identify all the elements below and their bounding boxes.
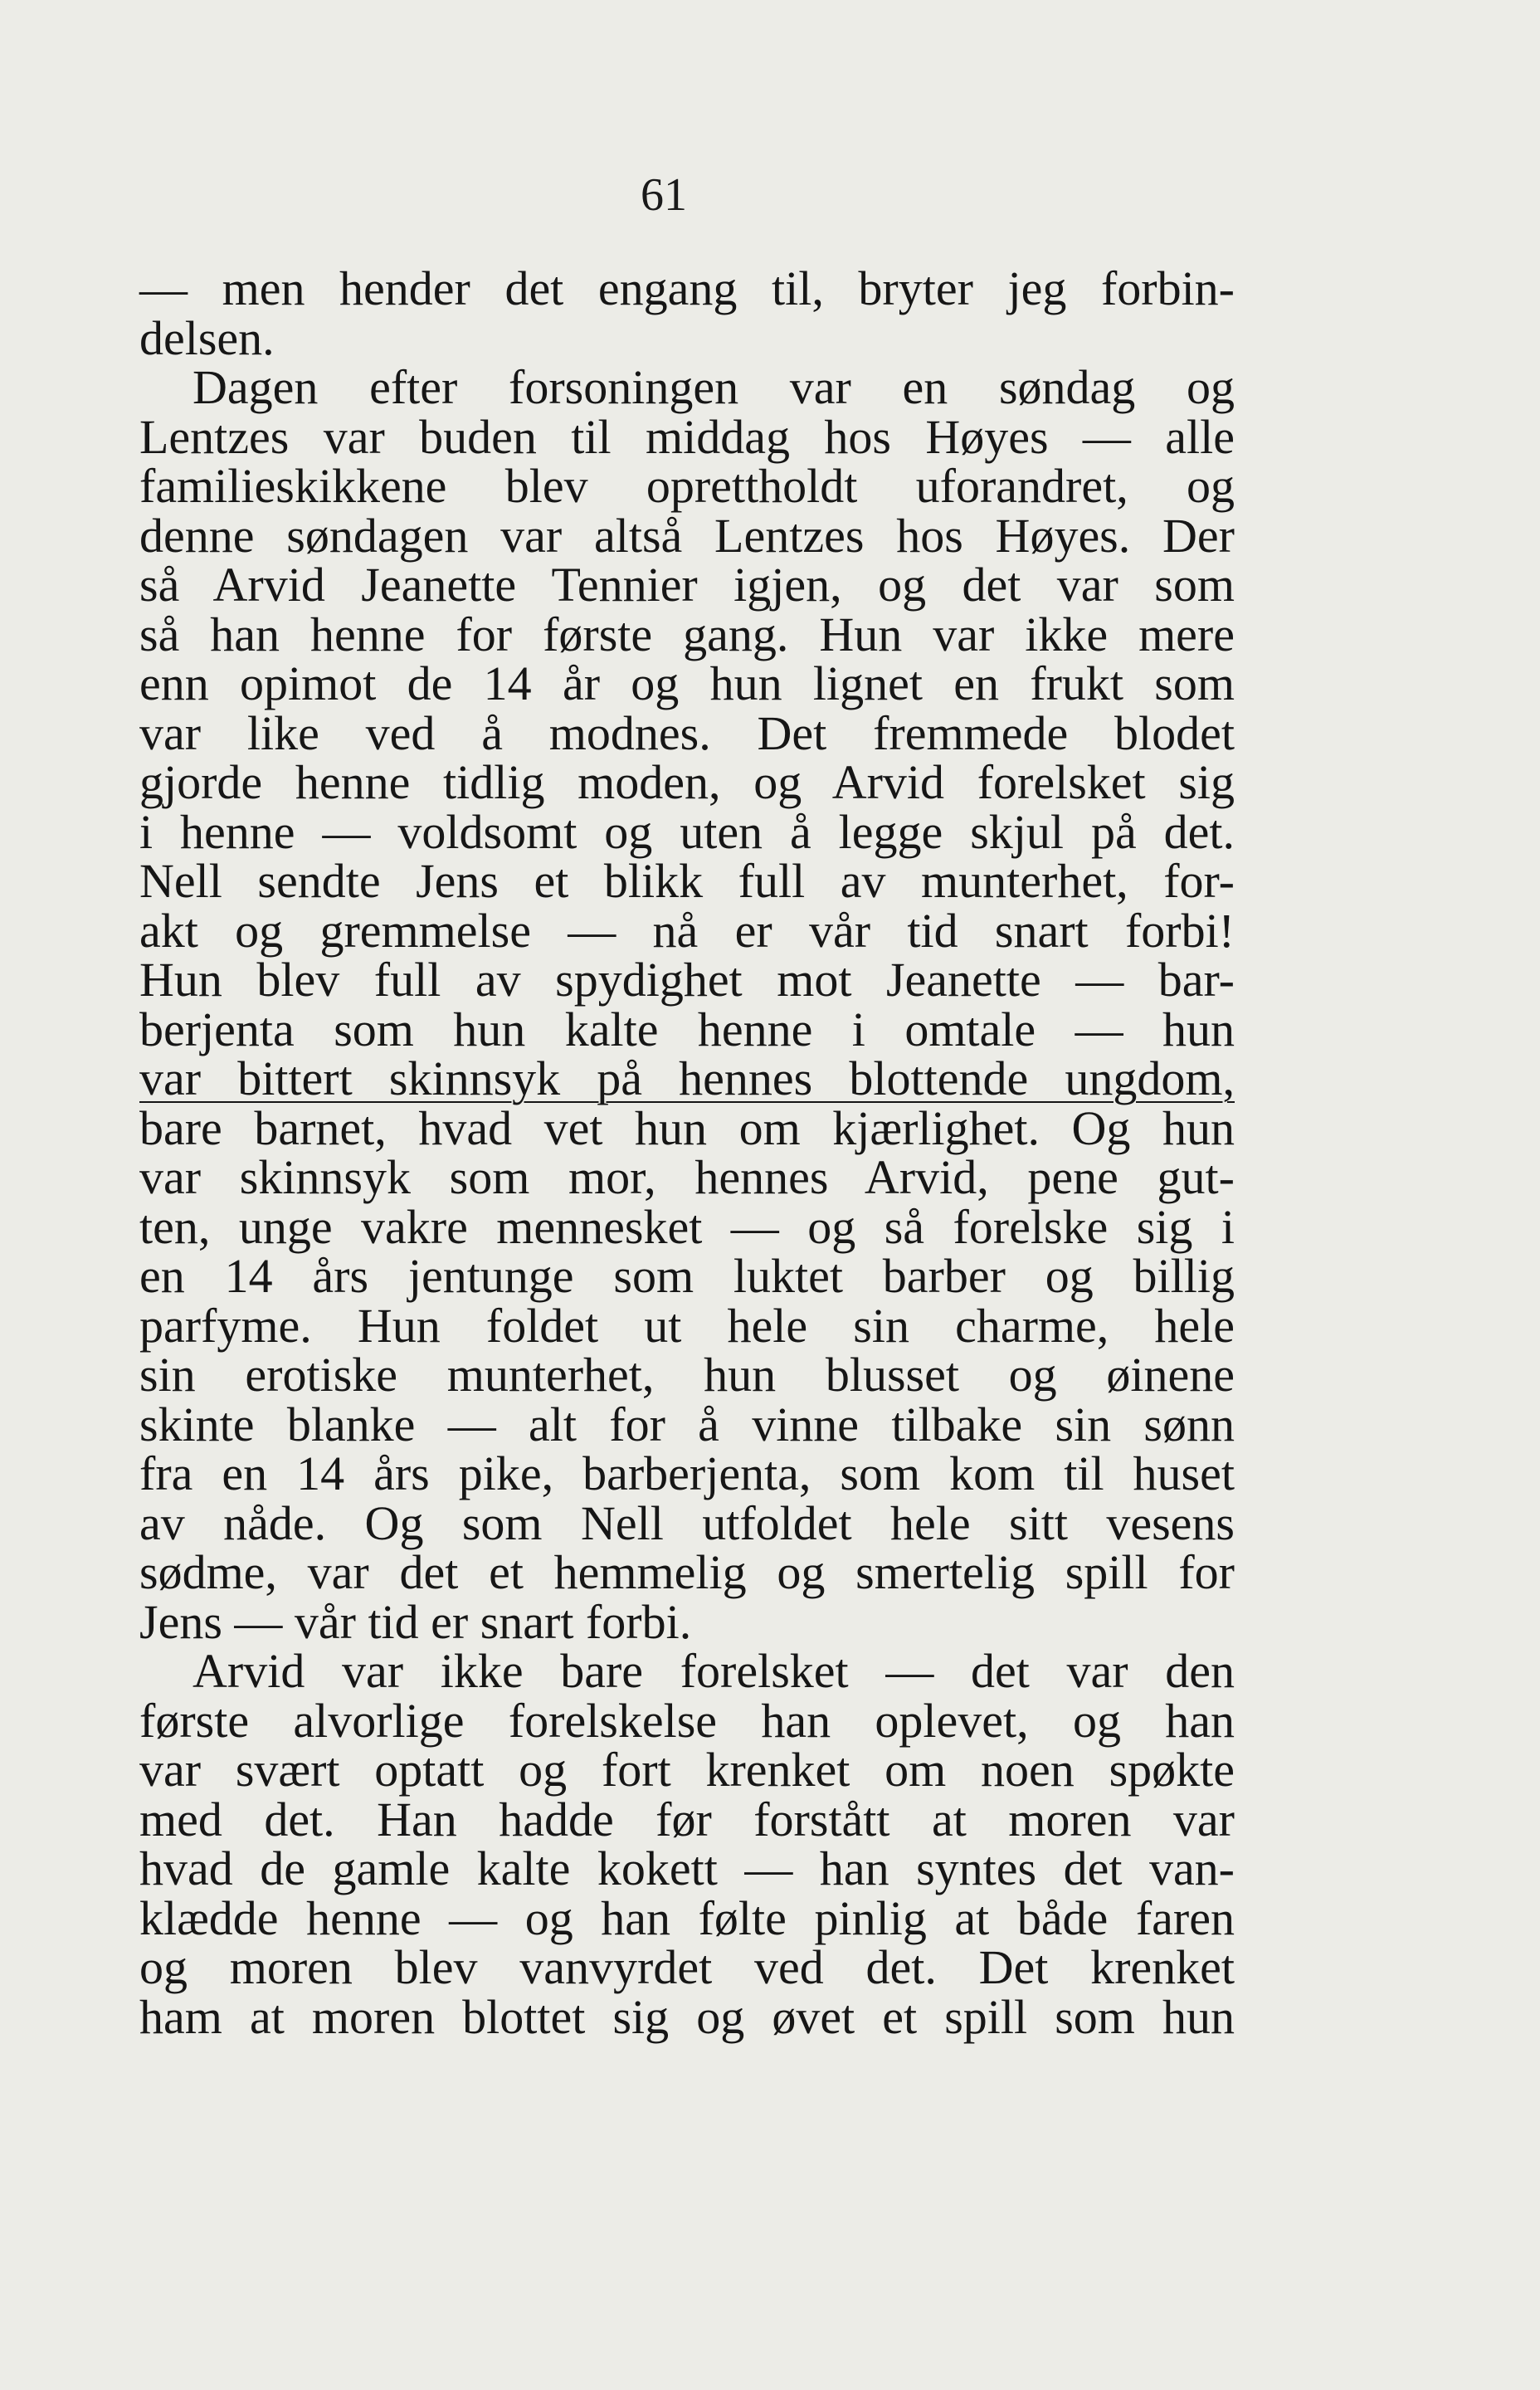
text-line: av nåde. Og som Nell utfoldet hele sitt vesens xyxy=(139,1495,1235,1550)
text-line: med det. Han hadde før forstått at moren var xyxy=(139,1792,1235,1846)
text-line: gjorde henne tidlig moden, og Arvid forelsket sig xyxy=(139,755,1235,809)
text-line: parfyme. Hun foldet ut hele sin charme, hele xyxy=(139,1298,1235,1353)
page-number: 61 xyxy=(641,169,687,221)
text-line: sødme, var det et hemmelig og smertelig spill for xyxy=(139,1545,1235,1599)
text-line: var skinnsyk som mor, hennes Arvid, pene gut- xyxy=(139,1150,1235,1204)
text-line: fra en 14 års pike, barberjenta, som kom til huset xyxy=(139,1446,1235,1500)
text-line: var like ved å modnes. Det fremmede blodet xyxy=(139,705,1235,760)
text-line: denne søndagen var altså Lentzes hos Høyes. Der xyxy=(139,508,1235,563)
body-text xyxy=(139,261,1235,2044)
text-line: Jens — vår tid er snart forbi. xyxy=(139,1594,692,1649)
text-line: Dagen efter forsoningen var en søndag og xyxy=(192,360,1235,414)
text-line: hvad de gamle kalte kokett — han syntes det van- xyxy=(139,1841,1235,1895)
text-line: i henne — voldsomt og uten å legge skjul på det. xyxy=(139,804,1235,859)
text-line: familieskikkene blev oprettholdt uforandret, og xyxy=(139,459,1235,513)
text-line: så Arvid Jeanette Tennier igjen, og det var som xyxy=(139,558,1235,612)
text-line: en 14 års jentunge som luktet barber og billig xyxy=(139,1249,1235,1303)
text-line: klædde henne — og han følte pinlig at både faren xyxy=(139,1890,1235,1945)
text-line: Nell sendte Jens et blikk full av munterhet, for- xyxy=(139,854,1235,908)
text-line: — men hender det engang til, bryter jeg forbin- xyxy=(139,261,1235,315)
text-line: Arvid var ikke bare forelsket — det var den xyxy=(192,1644,1235,1698)
text-line: var svært optatt og fort krenket om noen spøkte xyxy=(139,1743,1235,1797)
text-line: akt og gremmelse — nå er vår tid snart forbi! xyxy=(139,903,1235,958)
text-line: så han henne for første gang. Hun var ikke mere xyxy=(139,607,1235,661)
text-line: og moren blev vanvyrdet ved det. Det krenket xyxy=(139,1940,1235,1994)
text-line: Hun blev full av spydighet mot Jeanette — bar- xyxy=(139,953,1235,1007)
text-line: enn opimot de 14 år og hun lignet en frukt som xyxy=(139,656,1235,710)
text-line: sin erotiske munterhet, hun blusset og øinene xyxy=(139,1348,1235,1402)
text-line: delsen. xyxy=(139,310,275,365)
text-line: skinte blanke — alt for å vinne tilbake sin sønn xyxy=(139,1397,1235,1451)
text-line: ham at moren blottet sig og øvet et spill som hun xyxy=(139,1989,1235,2044)
text-line: bare barnet, hvad vet hun om kjærlighet. Og hun xyxy=(139,1100,1235,1155)
text-line: berjenta som hun kalte henne i omtale — hun xyxy=(139,1002,1235,1056)
text-line: Lentzes var buden til middag hos Høyes — alle xyxy=(139,409,1235,464)
text-line-underlined: var bittert skinnsyk på hennes blottende ungdom, xyxy=(139,1051,1235,1105)
text-line: ten, unge vakre mennesket — og så forelske sig i xyxy=(139,1199,1235,1254)
text-line: første alvorlige forelskelse han oplevet, og han xyxy=(139,1693,1235,1748)
